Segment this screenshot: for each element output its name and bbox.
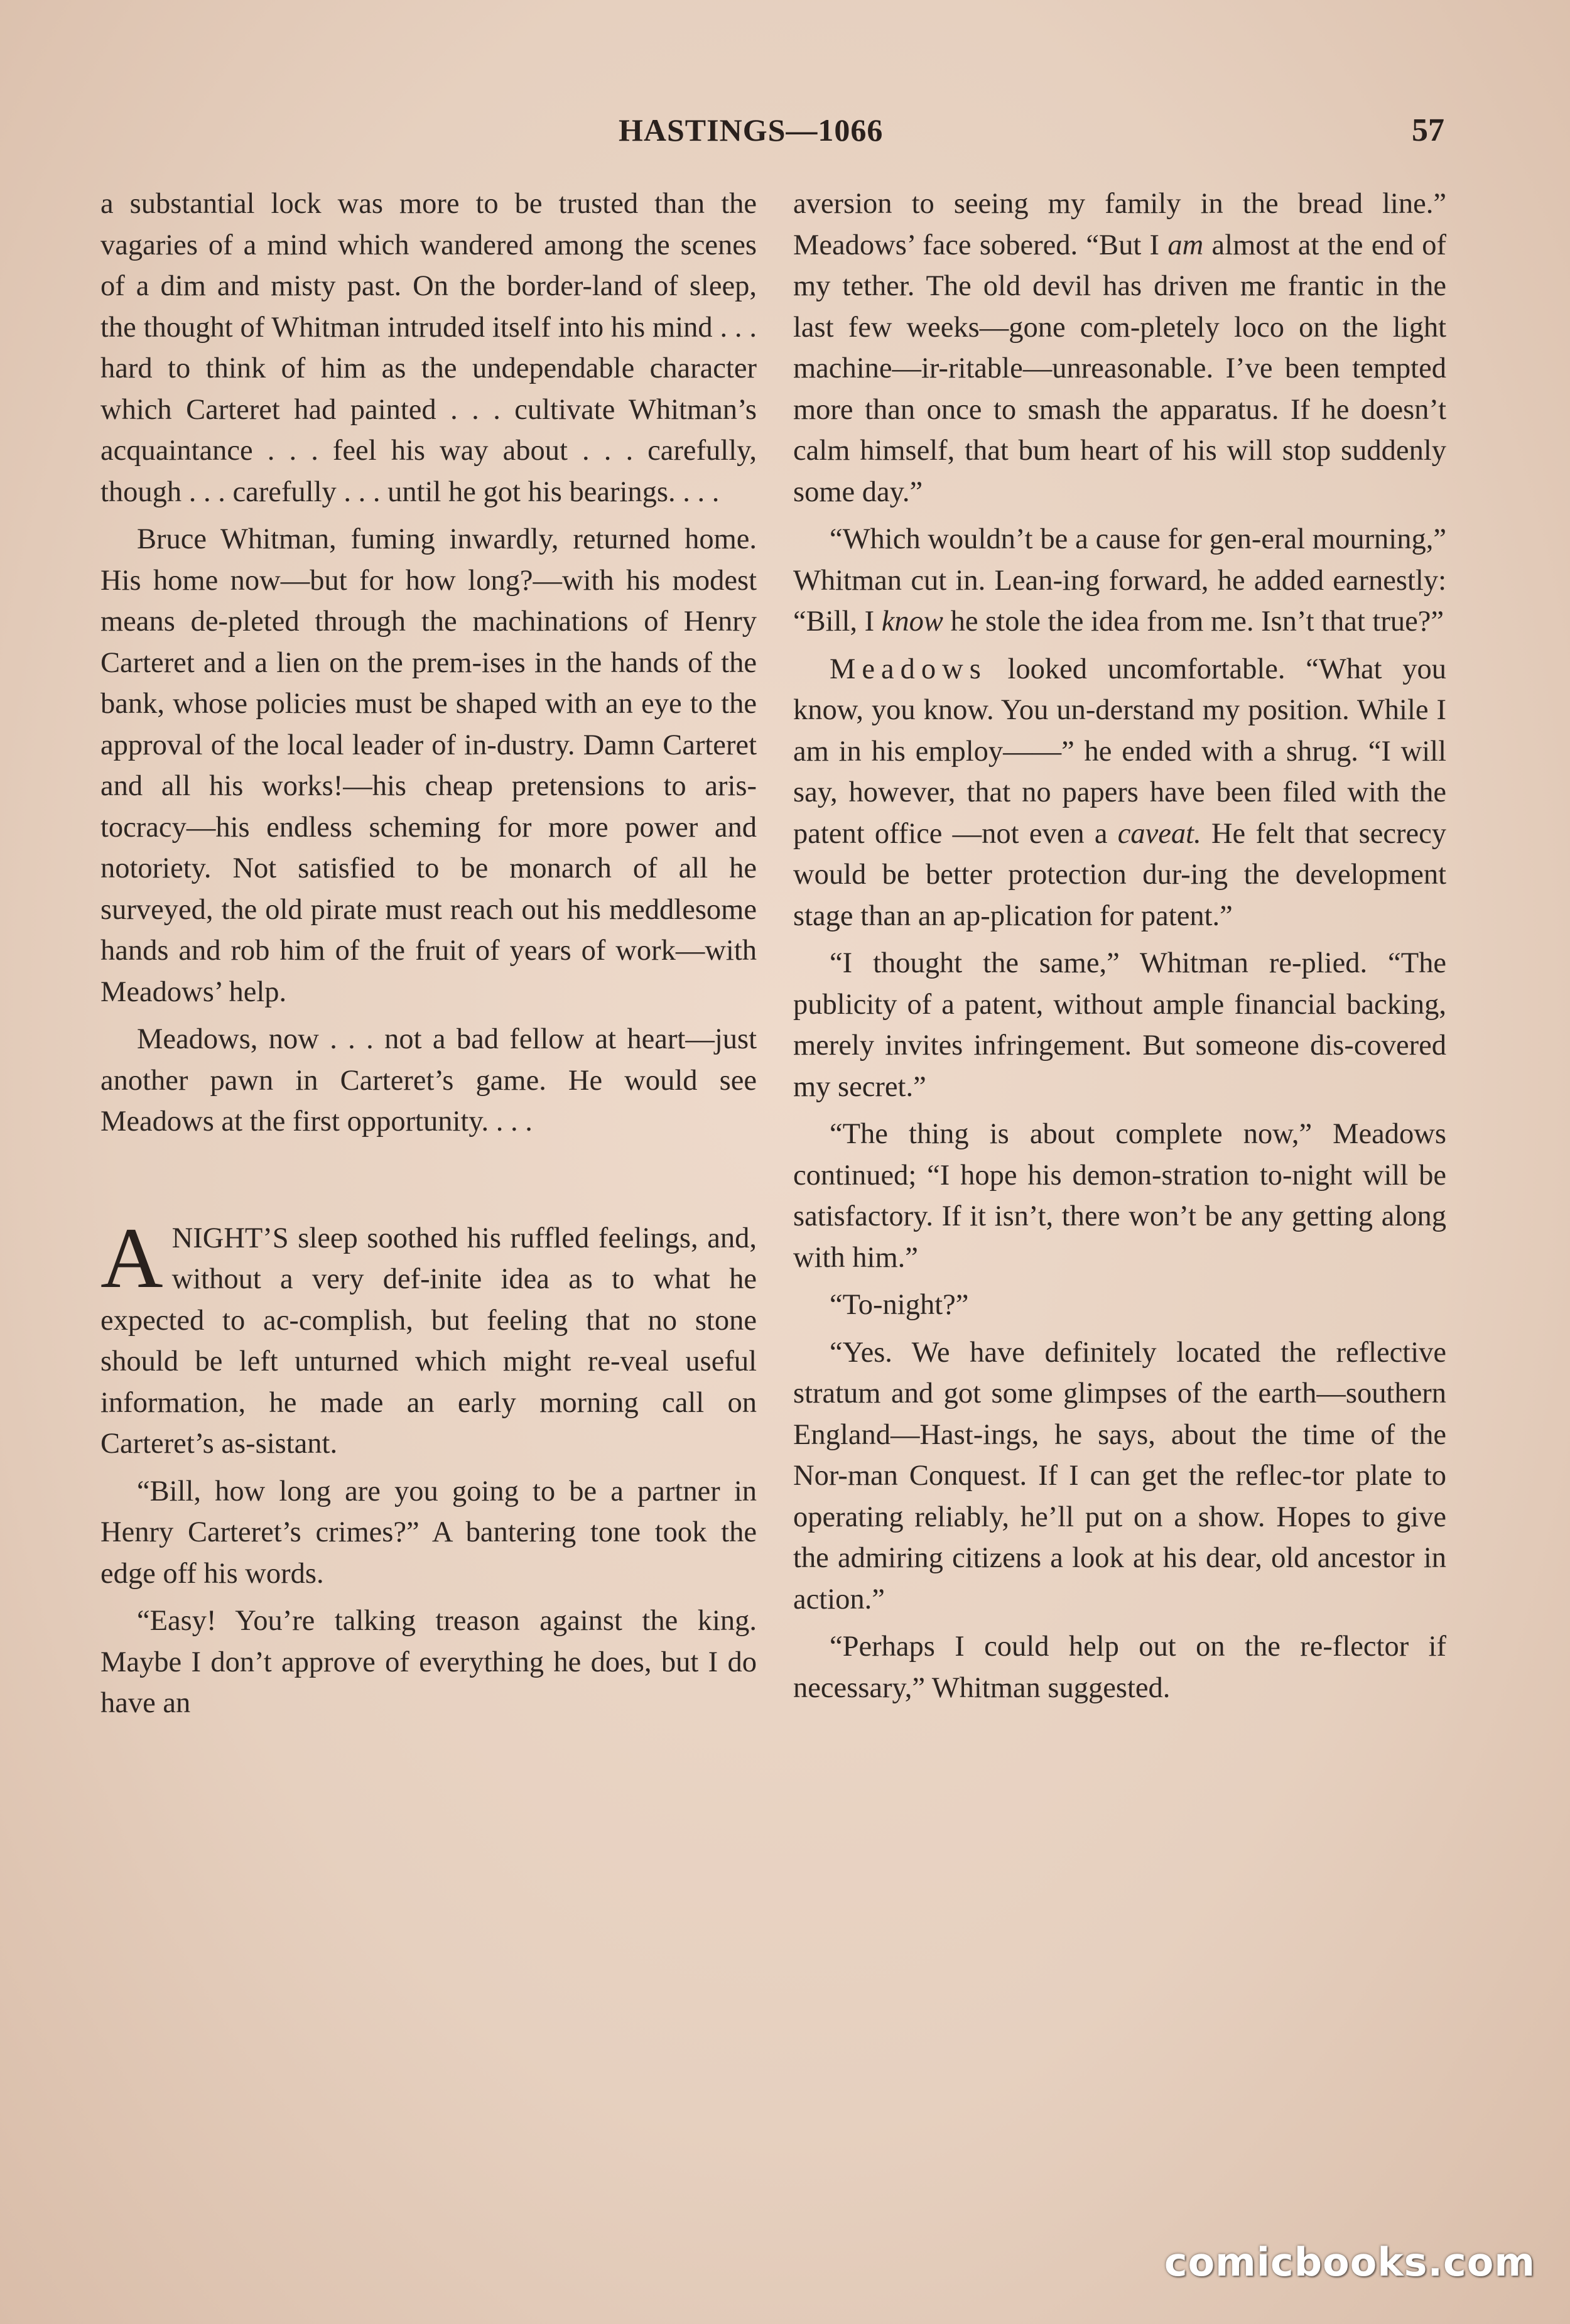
text-run: “Which wouldn’t be a cause for gen-eral mourning,” Whitman cut in. Lean-ing forward, he added earnestly: “Bill, I: [793, 523, 1446, 638]
paragraph-text: NIGHT’S sleep soothed his ruffled feelings, and, without a very def-inite idea as to what he expected to ac-complish, but feeling that no stone should be left unturned which might re-veal useful information, he made an early morning call on Carteret’s as-sistant.: [100, 1222, 757, 1460]
right-column: [793, 183, 1446, 1715]
drop-cap: A: [100, 1209, 163, 1306]
paragraph: “Easy! You’re talking treason against the king. Maybe I don’t approve of everything he does, but I do have an: [100, 1605, 757, 1719]
left-column: [100, 183, 757, 1730]
section-break: [100, 1149, 757, 1218]
paragraph: a substantial lock was more to be trusted than the vagaries of a mind which wandered among the scenes of a dim and misty past. On the border-land of sleep, the thought of Whitman intruded itself into his mind . . . hard to think of him as the undependable character which Carteret had painted . . . cultivate Whitman’s acquaintance . . . feel his way about . . . carefully, though . . . carefully . . . until he got his bearings. . . .: [100, 188, 757, 508]
text-run: almost at the end of my tether. The old devil has driven me frantic in the last few weeks—gone com-pletely loco on the light machine—ir-ritable—unreasonable. I’ve been tempted more than once to smash the apparatus. If he doesn’t calm himself, that bum heart of his will stop suddenly some day.”: [793, 229, 1447, 508]
page-number: 57: [1412, 112, 1444, 148]
text-run: aversion to seeing my family in the bread line.” Meadows’ face sobered. “But I: [793, 188, 1446, 261]
spaced-name: Meadows: [830, 653, 987, 685]
paragraph: [793, 649, 1446, 937]
watermark-logo: comicbooks.com: [1164, 2239, 1535, 2285]
paragraph: “To-night?”: [830, 1289, 969, 1321]
paragraph: “Perhaps I could help out on the re-flector if necessary,” Whitman suggested.: [793, 1631, 1446, 1704]
paragraph: “The thing is about complete now,” Meadows continued; “I hope his demon-stration to-night will be satisfactory. If it isn’t, there won’t be any getting along with him.”: [793, 1118, 1446, 1274]
text-run: looked uncomfortable. “What you know, you know. You un-derstand my position. While I am in his employ——” he ended with a shrug. “I will say, however, that no papers have been filed with the patent office —not even a: [793, 653, 1446, 850]
paragraph: Meadows, now . . . not a bad fellow at heart—just another pawn in Carteret’s game. He would see Meadows at the first opportunity. . . .: [100, 1023, 757, 1138]
emphasis: know: [881, 605, 943, 638]
paragraph: [793, 519, 1446, 643]
page-header: [0, 112, 1570, 156]
paragraph: “Bill, how long are you going to be a partner in Henry Carteret’s crimes?” A bantering tone took the edge off his words.: [100, 1475, 757, 1590]
paragraph: Bruce Whitman, fuming inwardly, returned home. His home now—but for how long?—with his modest means de-pleted through the machinations of Henry Carteret and a lien on the prem-ises in the hands of the bank, whose policies must be shaped with an eye to the approval of the local leader of in-dustry. Damn Carteret and all his works!—his cheap pretensions to aris-tocracy—his endless scheming for more power and notoriety. Not satisfied to be monarch of all he surveyed, the old pirate must reach out his meddlesome hands and rob him of the fruit of years of work—with Meadows’ help.: [100, 523, 757, 1008]
paragraph: “I thought the same,” Whitman re-plied. “The publicity of a patent, without ample financial backing, merely invites infringement. But someone dis-covered my secret.”: [793, 947, 1446, 1103]
running-title: HASTINGS—1066: [619, 112, 884, 148]
paragraph: [793, 183, 1446, 513]
section-opening-paragraph: [100, 1209, 757, 1465]
text-run: He felt that secrecy would be better protection dur-ing the development stage than an ap-plication for patent.”: [793, 817, 1447, 932]
emphasis: caveat.: [1117, 817, 1201, 850]
text-run: he stole the idea from me. Isn’t that true?”: [943, 605, 1444, 638]
emphasis: am: [1167, 229, 1204, 261]
paragraph: “Yes. We have definitely located the reflective stratum and got some glimpses of the earth—southern England—Hast-ings, he says, about the time of the Nor-man Conquest. If I can get the reflec-tor plate to operating reliably, he’ll put on a show. Hopes to give the admiring citizens a look at his dear, old ancestor in action.”: [793, 1336, 1446, 1615]
